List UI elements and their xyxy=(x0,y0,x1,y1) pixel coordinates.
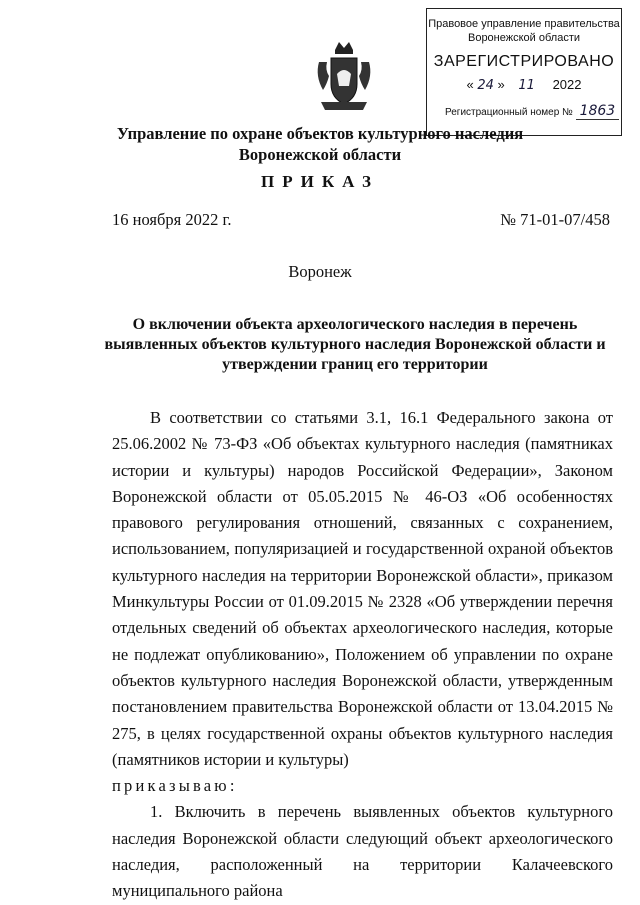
document-title: О включении объекта археологического наследия в перечень выявленных объектов культурного наследия Воронежской области и утверждении границ его территории xyxy=(104,316,606,373)
stamp-reg-value: 1863 xyxy=(576,103,620,120)
stamp-reg-number xyxy=(427,103,621,119)
stamp-status: ЗАРЕГИСТРИРОВАНО xyxy=(433,53,615,70)
stamp-date-open-quote: « xyxy=(466,77,474,92)
stamp-date xyxy=(427,77,621,97)
document-number: № 71-01-07/458 xyxy=(500,210,610,229)
organization-name-line2: Воронежской области xyxy=(238,145,402,164)
stamp-date-day: 24 xyxy=(477,78,494,93)
document-body xyxy=(112,405,613,905)
document-date: 16 ноября 2022 г. xyxy=(112,210,232,229)
body-order-word: приказываю: xyxy=(112,776,238,796)
stamp-organization: Правовое управление правительства Воронежской области xyxy=(428,18,620,44)
document-type: ПРИКАЗ xyxy=(261,172,379,191)
organization-name-line1: Управление по охране объектов культурного наследия xyxy=(116,124,524,143)
stamp-date-month: 11 xyxy=(518,78,535,93)
document-city: Воронеж xyxy=(288,262,352,281)
coat-of-arms-icon xyxy=(313,40,375,112)
stamp-reg-label: Регистрационный номер № xyxy=(445,107,573,118)
stamp-date-year: 2022 xyxy=(552,77,582,92)
body-preamble: В соответствии со статьями 3.1, 16.1 Федерального закона от 25.06.2002 № 73-ФЗ «Об объектах культурного наследия (памятниках истории и культуры) народов Российской Федерации», Законом Воронежской области от 05.05.2015 № 46-ОЗ «Об особенностях правового регулирования отношений, связанных с сохранением, использованием, популяризацией и государственной охраной объектов культурного наследия на территории Воронежской области», приказом Минкультуры России от 01.09.2015 № 2328 «Об утверждении перечня отдельных сведений об объектах археологического наследия, которые не подлежат опубликованию», Положением об управлении по охране объектов культурного наследия Воронежской области, утвержденным постановлением правительства Воронежской области от 13.04.2015 № 275, в целях государственной охраны объектов культурного наследия (памятников истории и культуры) xyxy=(112,408,613,769)
body-item-1: 1. Включить в перечень выявленных объектов культурного наследия Воронежской области следующий объект археологического наследия, расположенный на территории Калачеевского муниципального района xyxy=(112,802,613,901)
stamp-date-close-quote: » xyxy=(497,77,505,92)
organization-name xyxy=(0,123,640,165)
registration-stamp xyxy=(426,8,622,136)
